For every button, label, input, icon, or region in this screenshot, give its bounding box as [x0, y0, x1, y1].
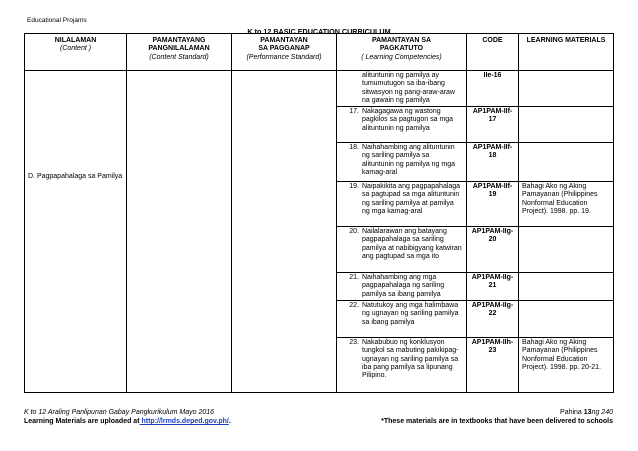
content-cell — [25, 71, 127, 393]
lrmds-link[interactable]: http://lrmds.deped.gov.ph/ — [139, 418, 229, 425]
code-cell: AP1PAM-IIg-20 — [467, 227, 519, 273]
competency-cell: 19. Naipakikita ang pagpapahalaga sa pagtupad sa mga alituntunin ng sariling pamilya at pamilya ng mga kamag-aral — [337, 182, 467, 227]
competency-cell: 20. Nailalarawan ang batayang pagpapahalaga sa sariling pamilya at nabibigyang katwiran ang pagtupad sa mga ito — [337, 227, 467, 273]
materials-cell: Bahagi Ako ng Aking Pamayanan (Philippines Nonformal Education Project). 1998. pp. 19. — [519, 182, 614, 227]
materials-cell — [519, 71, 614, 107]
code-cell: AP1PAM-IIg-22 — [467, 301, 519, 338]
performance-standard-cell — [232, 71, 337, 393]
code-cell: AP1PAM-IIf-17 — [467, 107, 519, 143]
materials-cell — [519, 273, 614, 301]
code-cell: AP1PAM-IIg-21 — [467, 273, 519, 301]
header-content-standard: PAMANTAYANG PANGNILALAMAN (Content Standard) — [127, 34, 232, 71]
header-performance-standard: PAMANTAYAN SA PAGGANAP (Performance Standard) — [232, 34, 337, 71]
code-cell: AP1PAM-IIf-19 — [467, 182, 519, 227]
header-code: CODE — [467, 34, 519, 71]
table-row — [25, 71, 614, 107]
code-cell: AP1PAM-IIh-23 — [467, 338, 519, 393]
page-number: Pahina 13ng 240 — [560, 409, 613, 416]
footer-note: *These materials are in textbooks that have been delivered to schools — [381, 418, 613, 425]
competency-cell: 18. Naihahambing ang alituntunin ng sariling pamilya sa alituntunin ng pamilya ng mga kamag-aral — [337, 143, 467, 182]
materials-cell — [519, 227, 614, 273]
footer-line-2: Learning Materials are uploaded at http://lrmds.deped.gov.ph/. *These materials are in textbooks that have been delivered to schools — [24, 418, 613, 425]
code-cell: AP1PAM-IIf-18 — [467, 143, 519, 182]
document-title: K to 12 BASIC EDUCATION CURRICULUM — [247, 27, 391, 36]
competency-cell: 17. Nakagagawa ng wastong pagkilos sa pagtugon sa mga alituntunin ng pamilya — [337, 107, 467, 143]
header-content: NILALAMAN (Content ) — [25, 34, 127, 71]
code-cell: IIe-16 — [467, 71, 519, 107]
competency-cell: alituntunin ng pamilya ay tumumutugon sa iba-ibang sitwasyon ng pang-araw-araw na gawain ng pamilya — [337, 71, 467, 107]
competency-cell: 22. Natutukoy ang mga halimbawa ng ugnayan ng sariling pamilya sa ibang pamilya — [337, 301, 467, 338]
materials-cell — [519, 143, 614, 182]
content-standard-cell — [127, 71, 232, 393]
materials-cell: Bahagi Ako ng Aking Pamayanan (Philippines Nonformal Education Project). 1998. pp. 20-21. — [519, 338, 614, 393]
header-learning-materials: LEARNING MATERIALS — [519, 34, 614, 71]
materials-cell — [519, 107, 614, 143]
watermark-text: Educational Projams — [27, 17, 87, 24]
competency-cell: 21. Naihahambing ang mga pagpapahalaga ng sariling pamilya sa ibang pamilya — [337, 273, 467, 301]
curriculum-table — [24, 33, 614, 393]
footer-document-name: K to 12 Araling Panlipunan Gabay Pangkurikulum Mayo 2016 — [24, 409, 215, 416]
competency-cell: 23. Nakabubuo ng konklusyon tungkol sa mabuting pakikipag-ugnayan ng sariling pamilya sa iba pang pamilya sa lipunang Pilipino. — [337, 338, 467, 393]
materials-cell — [519, 301, 614, 338]
footer-line-1 — [24, 409, 613, 416]
content-label: D. Pagpapahalaga sa Pamilya — [28, 173, 123, 180]
header-learning-competencies: PAMANTAYAN SA PAGKATUTO ( Learning Competencies) — [337, 34, 467, 71]
